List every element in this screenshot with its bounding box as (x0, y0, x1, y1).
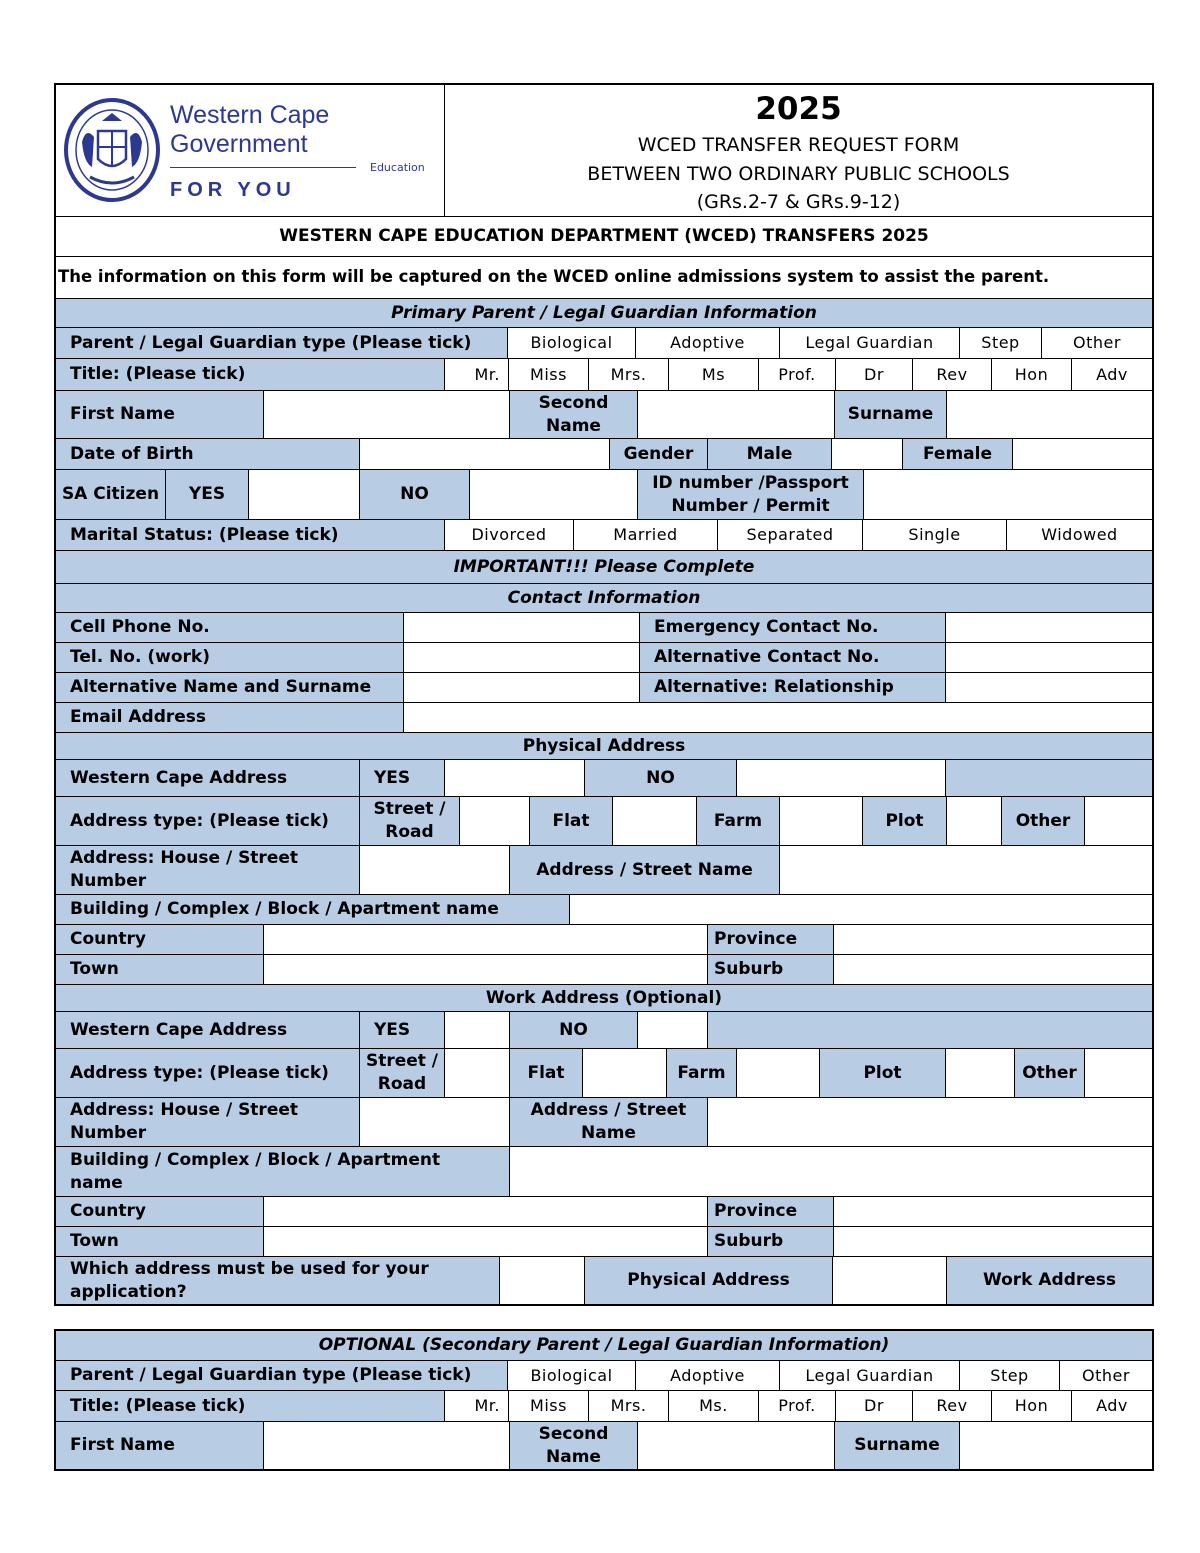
work-street-road-label: Street / Road (360, 1049, 445, 1098)
emergency-contact-label: Emergency Contact No. (640, 613, 946, 643)
alt-name-input[interactable] (404, 673, 640, 703)
work-country-input[interactable] (264, 1197, 708, 1227)
secondary-title-miss[interactable]: Miss (509, 1391, 589, 1422)
logo-dept: Education (370, 161, 425, 174)
secondary-type-other[interactable]: Other (1060, 1361, 1152, 1391)
primary-no-input[interactable] (470, 470, 638, 520)
primary-sa-citizen-label: SA Citizen (56, 470, 166, 520)
work-town-label: Town (56, 1227, 264, 1257)
primary-no-label: NO (360, 470, 470, 520)
primary-gender-label: Gender (610, 439, 708, 470)
info-line: The information on this form will be captured on the WCED online admissions system to assist the parent. (56, 257, 1152, 299)
cell-phone-input[interactable] (404, 613, 640, 643)
primary-male-input[interactable] (832, 439, 903, 470)
secondary-title-hon[interactable]: Hon (992, 1391, 1072, 1422)
secondary-surname-label: Surname (835, 1422, 960, 1469)
work-flat-input[interactable] (583, 1049, 667, 1098)
primary-marital-widowed[interactable]: Widowed (1007, 520, 1152, 551)
physical-suburb-input[interactable] (834, 955, 1152, 985)
physical-country-input[interactable] (264, 925, 708, 955)
work-house-no-input[interactable] (360, 1098, 510, 1147)
primary-type-other[interactable]: Other (1042, 328, 1152, 359)
physical-yes-input[interactable] (445, 760, 585, 797)
physical-town-input[interactable] (264, 955, 708, 985)
work-street-name-input[interactable] (708, 1098, 1152, 1147)
work-wc-address-label: Western Cape Address (56, 1012, 360, 1049)
primary-title-prof[interactable]: Prof. (759, 359, 836, 391)
tel-work-label: Tel. No. (work) (56, 643, 404, 673)
secondary-first-name-label: First Name (56, 1422, 264, 1469)
important-banner: IMPORTANT!!! Please Complete (56, 551, 1152, 584)
primary-yes-input[interactable] (249, 470, 360, 520)
which-physical-label: Physical Address (585, 1257, 833, 1304)
physical-flat-input[interactable] (613, 797, 697, 846)
primary-second-name-label: Second Name (510, 391, 638, 439)
tel-work-input[interactable] (404, 643, 640, 673)
primary-first-name-label: First Name (56, 391, 264, 439)
primary-title-ms[interactable]: Ms (669, 359, 759, 391)
work-suburb-input[interactable] (834, 1227, 1152, 1257)
work-town-input[interactable] (264, 1227, 708, 1257)
which-work-label[interactable]: Work Address (947, 1257, 1152, 1304)
physical-building-input[interactable] (570, 895, 1152, 925)
primary-dob-input[interactable] (360, 439, 610, 470)
logo-line2: Government (170, 130, 308, 158)
primary-title-adv[interactable]: Adv (1072, 359, 1152, 391)
primary-dob-label: Date of Birth (56, 439, 360, 470)
work-building-label: Building / Complex / Block / Apartment name (56, 1147, 510, 1197)
primary-male-label: Male (708, 439, 832, 470)
physical-no-input[interactable] (737, 760, 946, 797)
coat-of-arms-icon (62, 97, 162, 203)
cell-phone-label: Cell Phone No. (56, 613, 404, 643)
secondary-first-name-input[interactable] (264, 1422, 510, 1469)
primary-female-label: Female (903, 439, 1013, 470)
primary-type-label: Parent / Legal Guardian type (Please tick) (56, 328, 508, 359)
work-province-input[interactable] (834, 1197, 1152, 1227)
secondary-second-name-label: Second Name (510, 1422, 638, 1469)
physical-province-label: Province (708, 925, 834, 955)
primary-section-title: Primary Parent / Legal Guardian Information (56, 299, 1152, 328)
header-title3: (GRs.2-7 & GRs.9-12) (696, 191, 901, 213)
physical-street-road-input[interactable] (460, 797, 530, 846)
primary-female-input[interactable] (1013, 439, 1152, 470)
secondary-type-biological[interactable]: Biological (508, 1361, 636, 1391)
physical-house-no-label: Address: House / Street Number (56, 846, 360, 895)
physical-building-label: Building / Complex / Block / Apartment name (56, 895, 570, 925)
alt-relationship-input[interactable] (946, 673, 1152, 703)
secondary-title-adv[interactable]: Adv (1072, 1391, 1152, 1422)
secondary-second-name-input[interactable] (638, 1422, 835, 1469)
work-section-title: Work Address (Optional) (56, 985, 1152, 1012)
primary-type-step[interactable]: Step (960, 328, 1042, 359)
primary-marital-single[interactable]: Single (863, 520, 1007, 551)
secondary-title-ms[interactable]: Ms. (669, 1391, 759, 1422)
physical-section-title: Physical Address (56, 733, 1152, 760)
primary-marital-divorced[interactable]: Divorced (445, 520, 574, 551)
primary-id-number-input[interactable] (864, 470, 1152, 520)
secondary-title-dr[interactable]: Dr (836, 1391, 913, 1422)
primary-title-dr[interactable]: Dr (836, 359, 913, 391)
email-input[interactable] (404, 703, 1152, 733)
work-building-input[interactable] (510, 1147, 1152, 1197)
logo-line1: Western Cape (170, 101, 330, 129)
work-no-label: NO (510, 1012, 638, 1049)
work-street-road-input[interactable] (445, 1049, 510, 1098)
secondary-title-mr[interactable]: Mr. (445, 1391, 509, 1422)
physical-province-input[interactable] (834, 925, 1152, 955)
which-address-input[interactable] (500, 1257, 585, 1304)
work-plot-input[interactable] (946, 1049, 1015, 1098)
physical-street-name-input[interactable] (780, 846, 1152, 895)
primary-yes-label: YES (166, 470, 249, 520)
work-farm-input[interactable] (737, 1049, 820, 1098)
form-main (54, 83, 1154, 1306)
primary-title-rev[interactable]: Rev (913, 359, 992, 391)
primary-type-adoptive[interactable]: Adoptive (636, 328, 780, 359)
header-title1: WCED TRANSFER REQUEST FORM (637, 134, 960, 156)
secondary-title-prof[interactable]: Prof. (759, 1391, 836, 1422)
physical-no-label: NO (585, 760, 737, 797)
secondary-type-adoptive[interactable]: Adoptive (636, 1361, 780, 1391)
primary-title-hon[interactable]: Hon (992, 359, 1072, 391)
physical-other-input[interactable] (1085, 797, 1152, 846)
physical-street-name-label: Address / Street Name (510, 846, 780, 895)
secondary-type-step[interactable]: Step (960, 1361, 1060, 1391)
work-house-no-label: Address: House / Street Number (56, 1098, 360, 1147)
physical-farm-input[interactable] (780, 797, 863, 846)
physical-filler (946, 760, 1152, 797)
secondary-title-mrs[interactable]: Mrs. (589, 1391, 669, 1422)
physical-farm-label: Farm (697, 797, 780, 846)
secondary-title-rev[interactable]: Rev (913, 1391, 992, 1422)
work-province-label: Province (708, 1197, 834, 1227)
primary-title-label: Title: (Please tick) (56, 359, 445, 391)
physical-suburb-label: Suburb (708, 955, 834, 985)
primary-marital-separated[interactable]: Separated (718, 520, 863, 551)
alt-contact-label: Alternative Contact No. (640, 643, 946, 673)
secondary-type-legal-guardian[interactable]: Legal Guardian (780, 1361, 960, 1391)
email-label: Email Address (56, 703, 404, 733)
physical-country-label: Country (56, 925, 264, 955)
which-physical-input[interactable] (833, 1257, 947, 1304)
header-title2: BETWEEN TWO ORDINARY PUBLIC SCHOOLS (587, 163, 1010, 185)
physical-town-label: Town (56, 955, 264, 985)
work-addr-type-label: Address type: (Please tick) (56, 1049, 360, 1098)
work-yes-label: YES (360, 1012, 445, 1049)
emergency-contact-input[interactable] (946, 613, 1152, 643)
secondary-surname-input[interactable] (960, 1422, 1152, 1469)
primary-title-mr[interactable]: Mr. (445, 359, 509, 391)
logo-cell (56, 85, 445, 217)
physical-street-road-label: Street / Road (360, 797, 460, 846)
physical-yes-label: YES (360, 760, 445, 797)
physical-house-no-input[interactable] (360, 846, 510, 895)
work-street-name-label: Address / Street Name (510, 1098, 708, 1147)
secondary-section-title: OPTIONAL (Secondary Parent / Legal Guardian Information) (56, 1331, 1152, 1361)
primary-second-name-input[interactable] (638, 391, 835, 439)
dept-banner: WESTERN CAPE EDUCATION DEPARTMENT (WCED) TRANSFERS 2025 (56, 217, 1152, 257)
work-country-label: Country (56, 1197, 264, 1227)
secondary-type-label: Parent / Legal Guardian type (Please tick) (56, 1361, 508, 1391)
contact-section-title: Contact Information (56, 584, 1152, 613)
work-other-label: Other (1015, 1049, 1085, 1098)
primary-title-mrs[interactable]: Mrs. (589, 359, 669, 391)
primary-marital-married[interactable]: Married (574, 520, 718, 551)
primary-type-biological[interactable]: Biological (508, 328, 636, 359)
primary-title-miss[interactable]: Miss (509, 359, 589, 391)
physical-plot-label: Plot (863, 797, 947, 846)
alt-contact-input[interactable] (946, 643, 1152, 673)
work-plot-label: Plot (820, 1049, 946, 1098)
work-farm-label: Farm (667, 1049, 737, 1098)
primary-first-name-input[interactable] (264, 391, 510, 439)
header-year: 2025 (755, 91, 842, 127)
alt-relationship-label: Alternative: Relationship (640, 673, 946, 703)
secondary-title-label: Title: (Please tick) (56, 1391, 445, 1422)
primary-surname-label: Surname (835, 391, 947, 439)
alt-name-label: Alternative Name and Surname (56, 673, 404, 703)
which-address-label: Which address must be used for your application? (56, 1257, 500, 1304)
work-filler (708, 1012, 1152, 1049)
primary-type-legal-guardian[interactable]: Legal Guardian (780, 328, 960, 359)
logo-tag: FOR YOU (170, 179, 296, 201)
physical-wc-address-label: Western Cape Address (56, 760, 360, 797)
primary-surname-input[interactable] (947, 391, 1152, 439)
primary-id-number-label: ID number /Passport Number / Permit (638, 470, 864, 520)
physical-plot-input[interactable] (947, 797, 1002, 846)
header-title-cell (445, 85, 1152, 217)
physical-flat-label: Flat (530, 797, 613, 846)
work-flat-label: Flat (510, 1049, 583, 1098)
work-no-input[interactable] (638, 1012, 708, 1049)
physical-other-label: Other (1002, 797, 1085, 846)
work-suburb-label: Suburb (708, 1227, 834, 1257)
physical-addr-type-label: Address type: (Please tick) (56, 797, 360, 846)
work-yes-input[interactable] (445, 1012, 510, 1049)
primary-marital-label: Marital Status: (Please tick) (56, 520, 445, 551)
form-secondary (54, 1329, 1154, 1471)
work-other-input[interactable] (1085, 1049, 1152, 1098)
